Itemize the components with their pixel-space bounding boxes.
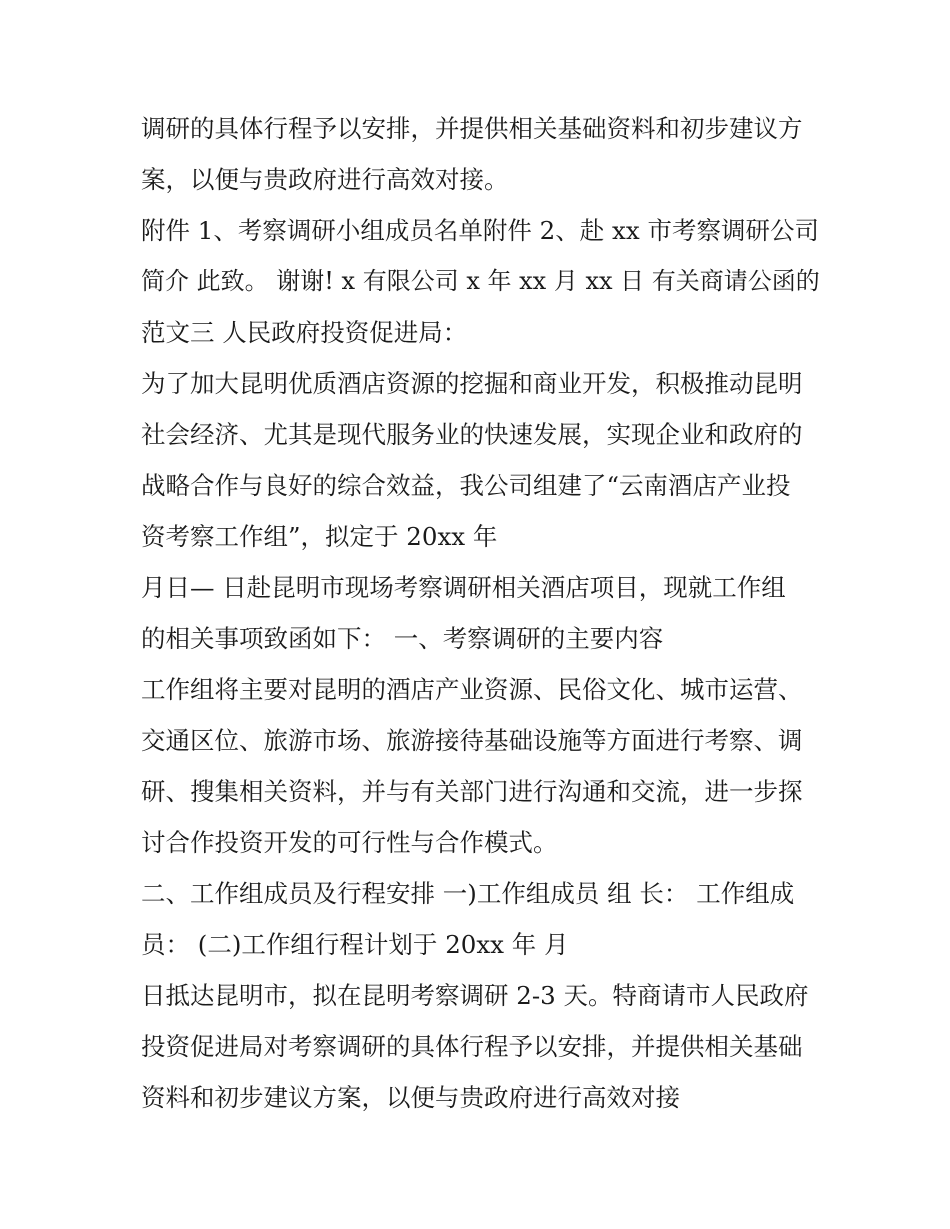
- text-line: 资考察工作组”，拟定于 20xx 年: [141, 522, 498, 551]
- text-line: 日抵达昆明市，拟在昆明考察调研 2-3 天。特商请市人民政府: [141, 981, 809, 1010]
- text-line: 附件 1、考察调研小组成员名单附件 2、赴 xx 市考察调研公司: [141, 216, 819, 245]
- text-line: 案，以便与贵政府进行高效对接。: [141, 165, 509, 194]
- text-line: 二、工作组成员及行程安排 一)工作组成员 组 长： 工作组成: [141, 879, 795, 908]
- text-line: 范文三 人民政府投资促进局：: [141, 318, 468, 347]
- document-body: [141, 103, 821, 1123]
- text-line: 简介 此致。 谢谢! x 有限公司 x 年 xx 月 xx 日 有关商请公函的: [141, 267, 820, 295]
- text-line: 月日— 日赴昆明市现场考察调研相关酒店项目，现就工作组: [141, 573, 786, 602]
- text-line: 研、搜集相关资料，并与有关部门进行沟通和交流，进一步探: [141, 777, 803, 806]
- text-line: 的相关事项致函如下： 一、考察调研的主要内容: [141, 624, 664, 653]
- text-line: 社会经济、尤其是现代服务业的快速发展，实现企业和政府的: [141, 420, 803, 449]
- text-line: 员： (二)工作组行程计划于 20xx 年 月: [141, 930, 569, 959]
- text-line: 为了加大昆明优质酒店资源的挖掘和商业开发，积极推动昆明: [141, 369, 803, 398]
- text-line: 交通区位、旅游市场、旅游接待基础设施等方面进行考察、调: [141, 726, 803, 755]
- text-line: 资料和初步建议方案，以便与贵政府进行高效对接: [141, 1083, 680, 1112]
- text-line: 战略合作与良好的综合效益，我公司组建了“云南酒店产业投: [141, 471, 791, 500]
- text-line: 讨合作投资开发的可行性与合作模式。: [141, 828, 558, 857]
- text-line: 工作组将主要对昆明的酒店产业资源、民俗文化、城市运营、: [141, 675, 803, 704]
- text-line: 调研的具体行程予以安排，并提供相关基础资料和初步建议方: [141, 114, 803, 143]
- text-line: 投资促进局对考察调研的具体行程予以安排，并提供相关基础: [141, 1032, 803, 1061]
